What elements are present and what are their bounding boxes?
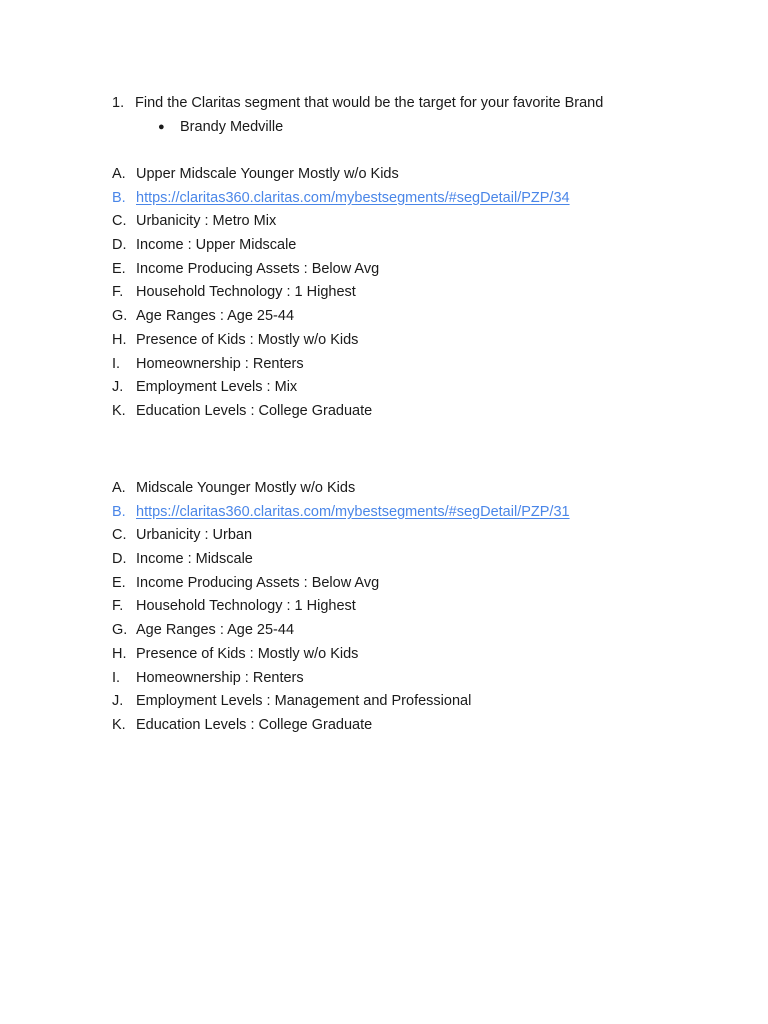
- list-item: [112, 211, 570, 235]
- list-letter: G.: [112, 622, 128, 639]
- list-item-text: Presence of Kids : Mostly w/o Kids: [136, 645, 359, 662]
- list-letter: G.: [112, 308, 128, 325]
- list-item-text: Income : Midscale: [136, 551, 253, 568]
- list-item: [112, 306, 570, 330]
- segment-2-link-item: [112, 502, 570, 526]
- list-item: [112, 596, 570, 620]
- list-item: [112, 691, 570, 715]
- list-letter: C.: [112, 527, 127, 544]
- list-item: [112, 525, 570, 549]
- list-item: [112, 644, 570, 668]
- list-item: [112, 620, 570, 644]
- question-number: 1.: [112, 95, 125, 111]
- list-item: [112, 235, 570, 259]
- list-letter: C.: [112, 213, 127, 230]
- list-letter: F.: [112, 598, 124, 615]
- list-letter: K.: [112, 402, 126, 419]
- segment-list-2: [112, 478, 570, 739]
- segment-1-name: [112, 164, 570, 188]
- question-line: [112, 93, 603, 113]
- segment-list-1: [112, 164, 570, 425]
- list-item-text: Midscale Younger Mostly w/o Kids: [136, 480, 356, 496]
- list-item-text: Income Producing Assets : Below Avg: [136, 574, 380, 591]
- list-item: [112, 715, 570, 739]
- list-letter: E.: [112, 574, 126, 591]
- list-item-text: Education Levels : College Graduate: [136, 716, 373, 733]
- list-letter: E.: [112, 260, 126, 277]
- list-item-text: Homeownership : Renters: [136, 355, 304, 372]
- segment-2-link[interactable]: https://claritas360.claritas.com/mybestsegments/#segDetail/PZP/31: [136, 503, 570, 520]
- list-letter: D.: [112, 551, 127, 568]
- list-letter: D.: [112, 237, 127, 254]
- segment-1-link[interactable]: https://claritas360.claritas.com/mybestsegments/#segDetail/PZP/34: [136, 189, 570, 206]
- list-item-text: Income Producing Assets : Below Avg: [136, 260, 380, 277]
- bullet-icon: ●: [158, 121, 165, 133]
- list-letter: J.: [112, 379, 124, 396]
- list-item: [112, 668, 570, 692]
- list-letter: B.: [112, 189, 126, 206]
- brand-name: Brandy Medville: [180, 119, 284, 135]
- list-letter: I.: [112, 355, 121, 372]
- list-letter: B.: [112, 503, 126, 520]
- list-item-text: Age Ranges : Age 25-44: [136, 622, 295, 639]
- list-item: [112, 377, 570, 401]
- list-item: [112, 259, 570, 283]
- segment-1-link-item: [112, 188, 570, 212]
- list-letter: K.: [112, 716, 126, 733]
- list-letter: H.: [112, 331, 127, 348]
- list-letter: A.: [112, 480, 126, 496]
- list-item-text: Household Technology : 1 Highest: [136, 284, 356, 301]
- list-item: [112, 549, 570, 573]
- list-item-text: Age Ranges : Age 25-44: [136, 308, 295, 325]
- list-item-text: Income : Upper Midscale: [136, 237, 297, 254]
- list-letter: A.: [112, 166, 126, 182]
- list-letter: H.: [112, 645, 127, 662]
- brand-bullet-item: [158, 117, 283, 137]
- list-letter: F.: [112, 284, 124, 301]
- list-item-text: Household Technology : 1 Highest: [136, 598, 356, 615]
- list-item-text: Homeownership : Renters: [136, 669, 304, 686]
- list-letter: I.: [112, 669, 121, 686]
- list-item: [112, 330, 570, 354]
- list-item-text: Urbanicity : Metro Mix: [136, 213, 277, 230]
- list-item-text: Employment Levels : Mix: [136, 379, 298, 396]
- list-item-text: Upper Midscale Younger Mostly w/o Kids: [136, 166, 399, 182]
- list-item: [112, 573, 570, 597]
- list-item-text: Urbanicity : Urban: [136, 527, 253, 544]
- list-item-text: Education Levels : College Graduate: [136, 402, 373, 419]
- question-text: Find the Claritas segment that would be the target for your favorite Brand: [135, 95, 604, 111]
- list-item: [112, 282, 570, 306]
- list-item-text: Employment Levels : Management and Professional: [136, 693, 472, 710]
- list-item-text: Presence of Kids : Mostly w/o Kids: [136, 331, 359, 348]
- list-letter: J.: [112, 693, 124, 710]
- list-item: [112, 354, 570, 378]
- segment-2-name: [112, 478, 570, 502]
- list-item: [112, 401, 570, 425]
